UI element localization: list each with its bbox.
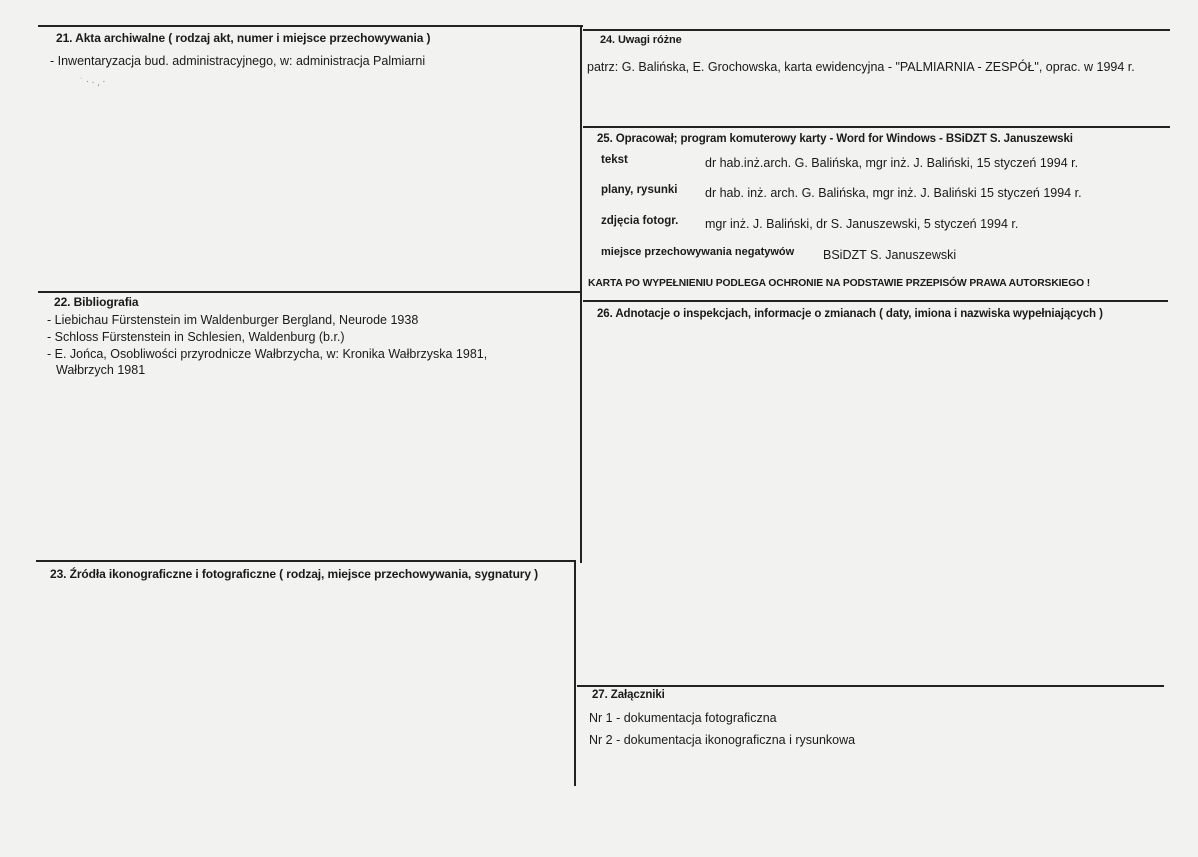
remarks-text: patrz: G. Balińska, E. Grochowska, karta ewidencyjna - "PALMIARNIA - ZESPÓŁ", oprac. w 1994 r. <box>587 60 1135 74</box>
section-27-heading: 27. Załączniki <box>592 689 665 701</box>
credits-label-photos: zdjęcia fotogr. <box>601 215 679 227</box>
center-divider-lower <box>574 560 576 786</box>
section-21-heading: 21. Akta archiwalne ( rodzaj akt, numer i miejsce przechowywania ) <box>56 31 431 45</box>
credits-value-photos: mgr inż. J. Baliński, dr S. Januszewski, 5 styczeń 1994 r. <box>705 217 1019 231</box>
rule-21-22 <box>38 291 581 293</box>
credits-label-plans: plany, rysunki <box>601 184 678 196</box>
section-26-heading: 26. Adnotacje o inspekcjach, informacje o zmianach ( daty, imiona i nazwiska wypełniających ) <box>597 308 1103 320</box>
credits-label-negatives: miejsce przechowywania negatywów <box>601 246 795 258</box>
credits-label-text: tekst <box>601 154 628 166</box>
rule-25-26 <box>583 300 1168 302</box>
bibliography-item: - Schloss Fürstenstein in Schlesien, Waldenburg (b.r.) <box>47 330 345 344</box>
top-rule-right <box>583 29 1170 31</box>
bibliography-item: Wałbrzych 1981 <box>56 363 146 377</box>
scan-speck: ˙ ⸱ ‧ ⸲ ⸱ <box>80 77 106 88</box>
attachment-item: Nr 1 - dokumentacja fotograficzna <box>589 711 777 725</box>
section-24-heading: 24. Uwagi różne <box>600 34 682 46</box>
center-divider <box>580 25 582 563</box>
top-rule-left <box>38 25 583 27</box>
bibliography-item: - E. Jońca, Osobliwości przyrodnicze Wałbrzycha, w: Kronika Wałbrzyska 1981, <box>47 347 488 361</box>
section-22-heading: 22. Bibliografia <box>54 295 139 309</box>
rule-22-23 <box>36 560 576 562</box>
credits-value-text: dr hab.inż.arch. G. Balińska, mgr inż. J. Baliński, 15 styczeń 1994 r. <box>705 156 1079 170</box>
section-23-heading: 23. Źródła ikonograficzne i fotograficzne ( rodzaj, miejsce przechowywania, sygnatury ) <box>50 567 539 581</box>
rule-24-25 <box>583 126 1170 128</box>
bibliography-item: - Liebichau Fürstenstein im Waldenburger Bergland, Neurode 1938 <box>47 313 419 327</box>
section-25-heading: 25. Opracował; program komuterowy karty - Word for Windows - BSiDZT S. Januszewski <box>597 133 1073 145</box>
copyright-notice: KARTA PO WYPEŁNIENIU PODLEGA OCHRONIE NA PODSTAWIE PRZEPISÓW PRAWA AUTORSKIEGO ! <box>588 278 1091 289</box>
credits-value-negatives: BSiDZT S. Januszewski <box>823 248 957 262</box>
credits-value-plans: dr hab. inż. arch. G. Balińska, mgr inż. J. Baliński 15 styczeń 1994 r. <box>705 186 1082 200</box>
rule-26-27 <box>577 685 1164 687</box>
archival-record-text: - Inwentaryzacja bud. administracyjnego, w: administracja Palmiarni <box>50 54 426 68</box>
attachment-item: Nr 2 - dokumentacja ikonograficzna i rysunkowa <box>589 733 856 747</box>
